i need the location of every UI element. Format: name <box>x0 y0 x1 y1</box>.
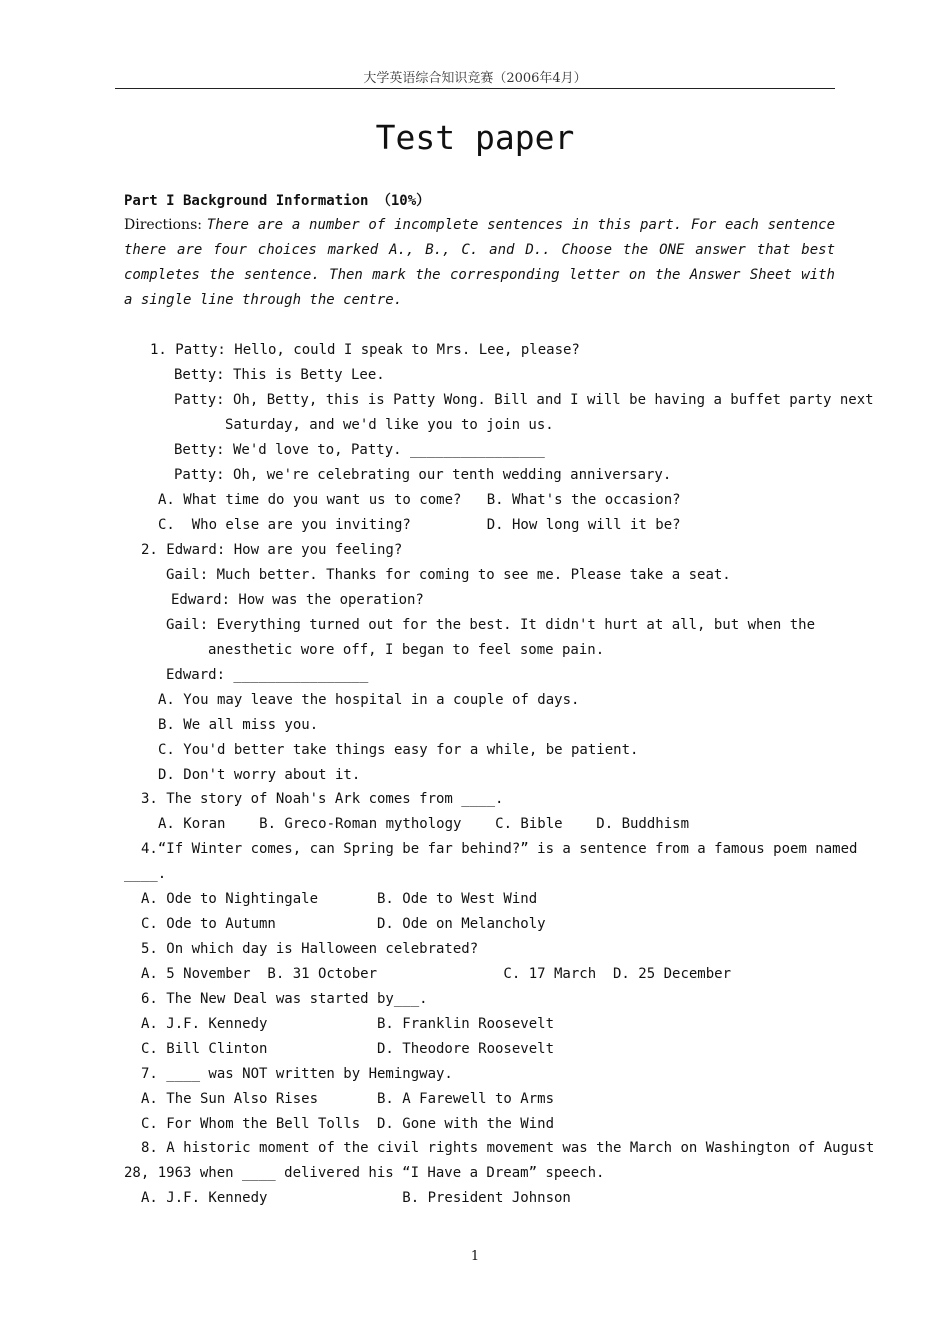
q7-options-ab: A. The Sun Also Rises B. A Farewell to Arms <box>141 1091 555 1107</box>
q4-options-ab: A. Ode to Nightingale B. Ode to West Wind <box>141 891 538 907</box>
q5-options: A. 5 November B. 31 October C. 17 March D. 25 December <box>141 966 732 982</box>
page-header: 大学英语综合知识竞赛（2006年4月） <box>363 71 587 86</box>
q2-option-b: B. We all miss you. <box>158 717 319 733</box>
q2-line-edward-3: Edward: ________________ <box>166 667 369 683</box>
q1-options-ab: A. What time do you want us to come? B. What's the occasion? <box>158 492 681 508</box>
q8-options-ab: A. J.F. Kennedy B. President Johnson <box>141 1190 571 1206</box>
q2-line-gail-1: Gail: Much better. Thanks for coming to see me. Please take a seat. <box>166 567 731 583</box>
q2-line-edward-1: 2. Edward: How are you feeling? <box>141 542 403 558</box>
q1-line-patty-3: Patty: Oh, we're celebrating our tenth wedding anniversary. <box>174 467 672 483</box>
q2-line-gail-2-cont: anesthetic wore off, I began to feel some pain. <box>208 642 605 658</box>
part-heading: Part I Background Information （10%） <box>124 193 431 209</box>
page-number: 1 <box>470 1249 480 1264</box>
q2-option-d: D. Don't worry about it. <box>158 767 361 783</box>
q8-question-cont: 28, 1963 when ____ delivered his “I Have a Dream” speech. <box>124 1165 605 1181</box>
q1-line-patty-1: 1. Patty: Hello, could I speak to Mrs. Lee, please? <box>150 342 580 358</box>
q8-question: 8. A historic moment of the civil rights movement was the March on Washington of August <box>141 1140 875 1156</box>
q1-line-betty-1: Betty: This is Betty Lee. <box>174 367 385 383</box>
q6-options-ab: A. J.F. Kennedy B. Franklin Roosevelt <box>141 1016 555 1032</box>
q1-line-betty-2: Betty: We'd love to, Patty. ________________ <box>174 442 545 458</box>
q1-options-cd: C. Who else are you inviting? D. How long will it be? <box>158 517 681 533</box>
q6-options-cd: C. Bill Clinton D. Theodore Roosevelt <box>141 1041 555 1057</box>
q2-option-a: A. You may leave the hospital in a couple of days. <box>158 692 580 708</box>
q5-question: 5. On which day is Halloween celebrated? <box>141 941 479 957</box>
q2-line-gail-2: Gail: Everything turned out for the best. It didn't hurt at all, but when the <box>166 617 816 633</box>
directions <box>124 213 835 313</box>
q4-question: 4.“If Winter comes, can Spring be far behind?” is a sentence from a famous poem named <box>141 841 858 857</box>
page-title: Test paper <box>375 118 575 157</box>
q7-options-cd: C. For Whom the Bell Tolls D. Gone with the Wind <box>141 1116 555 1132</box>
q3-question: 3. The story of Noah's Ark comes from ____. <box>141 791 504 807</box>
q1-line-patty-2-cont: Saturday, and we'd like you to join us. <box>225 417 554 433</box>
q6-question: 6. The New Deal was started by___. <box>141 991 428 1007</box>
q7-question: 7. ____ was NOT written by Hemingway. <box>141 1066 453 1082</box>
q2-option-c: C. You'd better take things easy for a while, be patient. <box>158 742 639 758</box>
q4-question-cont: ____. <box>124 866 167 882</box>
q1-line-patty-2: Patty: Oh, Betty, this is Patty Wong. Bill and I will be having a buffet party next <box>174 392 874 408</box>
directions-text: There are a number of incomplete sentences in this part. For each sentence there are four choices marked A., B., C. and D.. Choose the ONE answer that best completes the sentence. Then mark the corresponding letter on the Answer Sheet with a single line through the centre. <box>124 217 835 308</box>
q4-options-cd: C. Ode to Autumn D. Ode on Melancholy <box>141 916 546 932</box>
directions-label: Directions: <box>124 217 207 233</box>
header-rule <box>115 88 835 89</box>
q2-line-edward-2: Edward: How was the operation? <box>171 592 424 608</box>
q3-options: A. Koran B. Greco-Roman mythology C. Bible D. Buddhism <box>158 816 690 832</box>
